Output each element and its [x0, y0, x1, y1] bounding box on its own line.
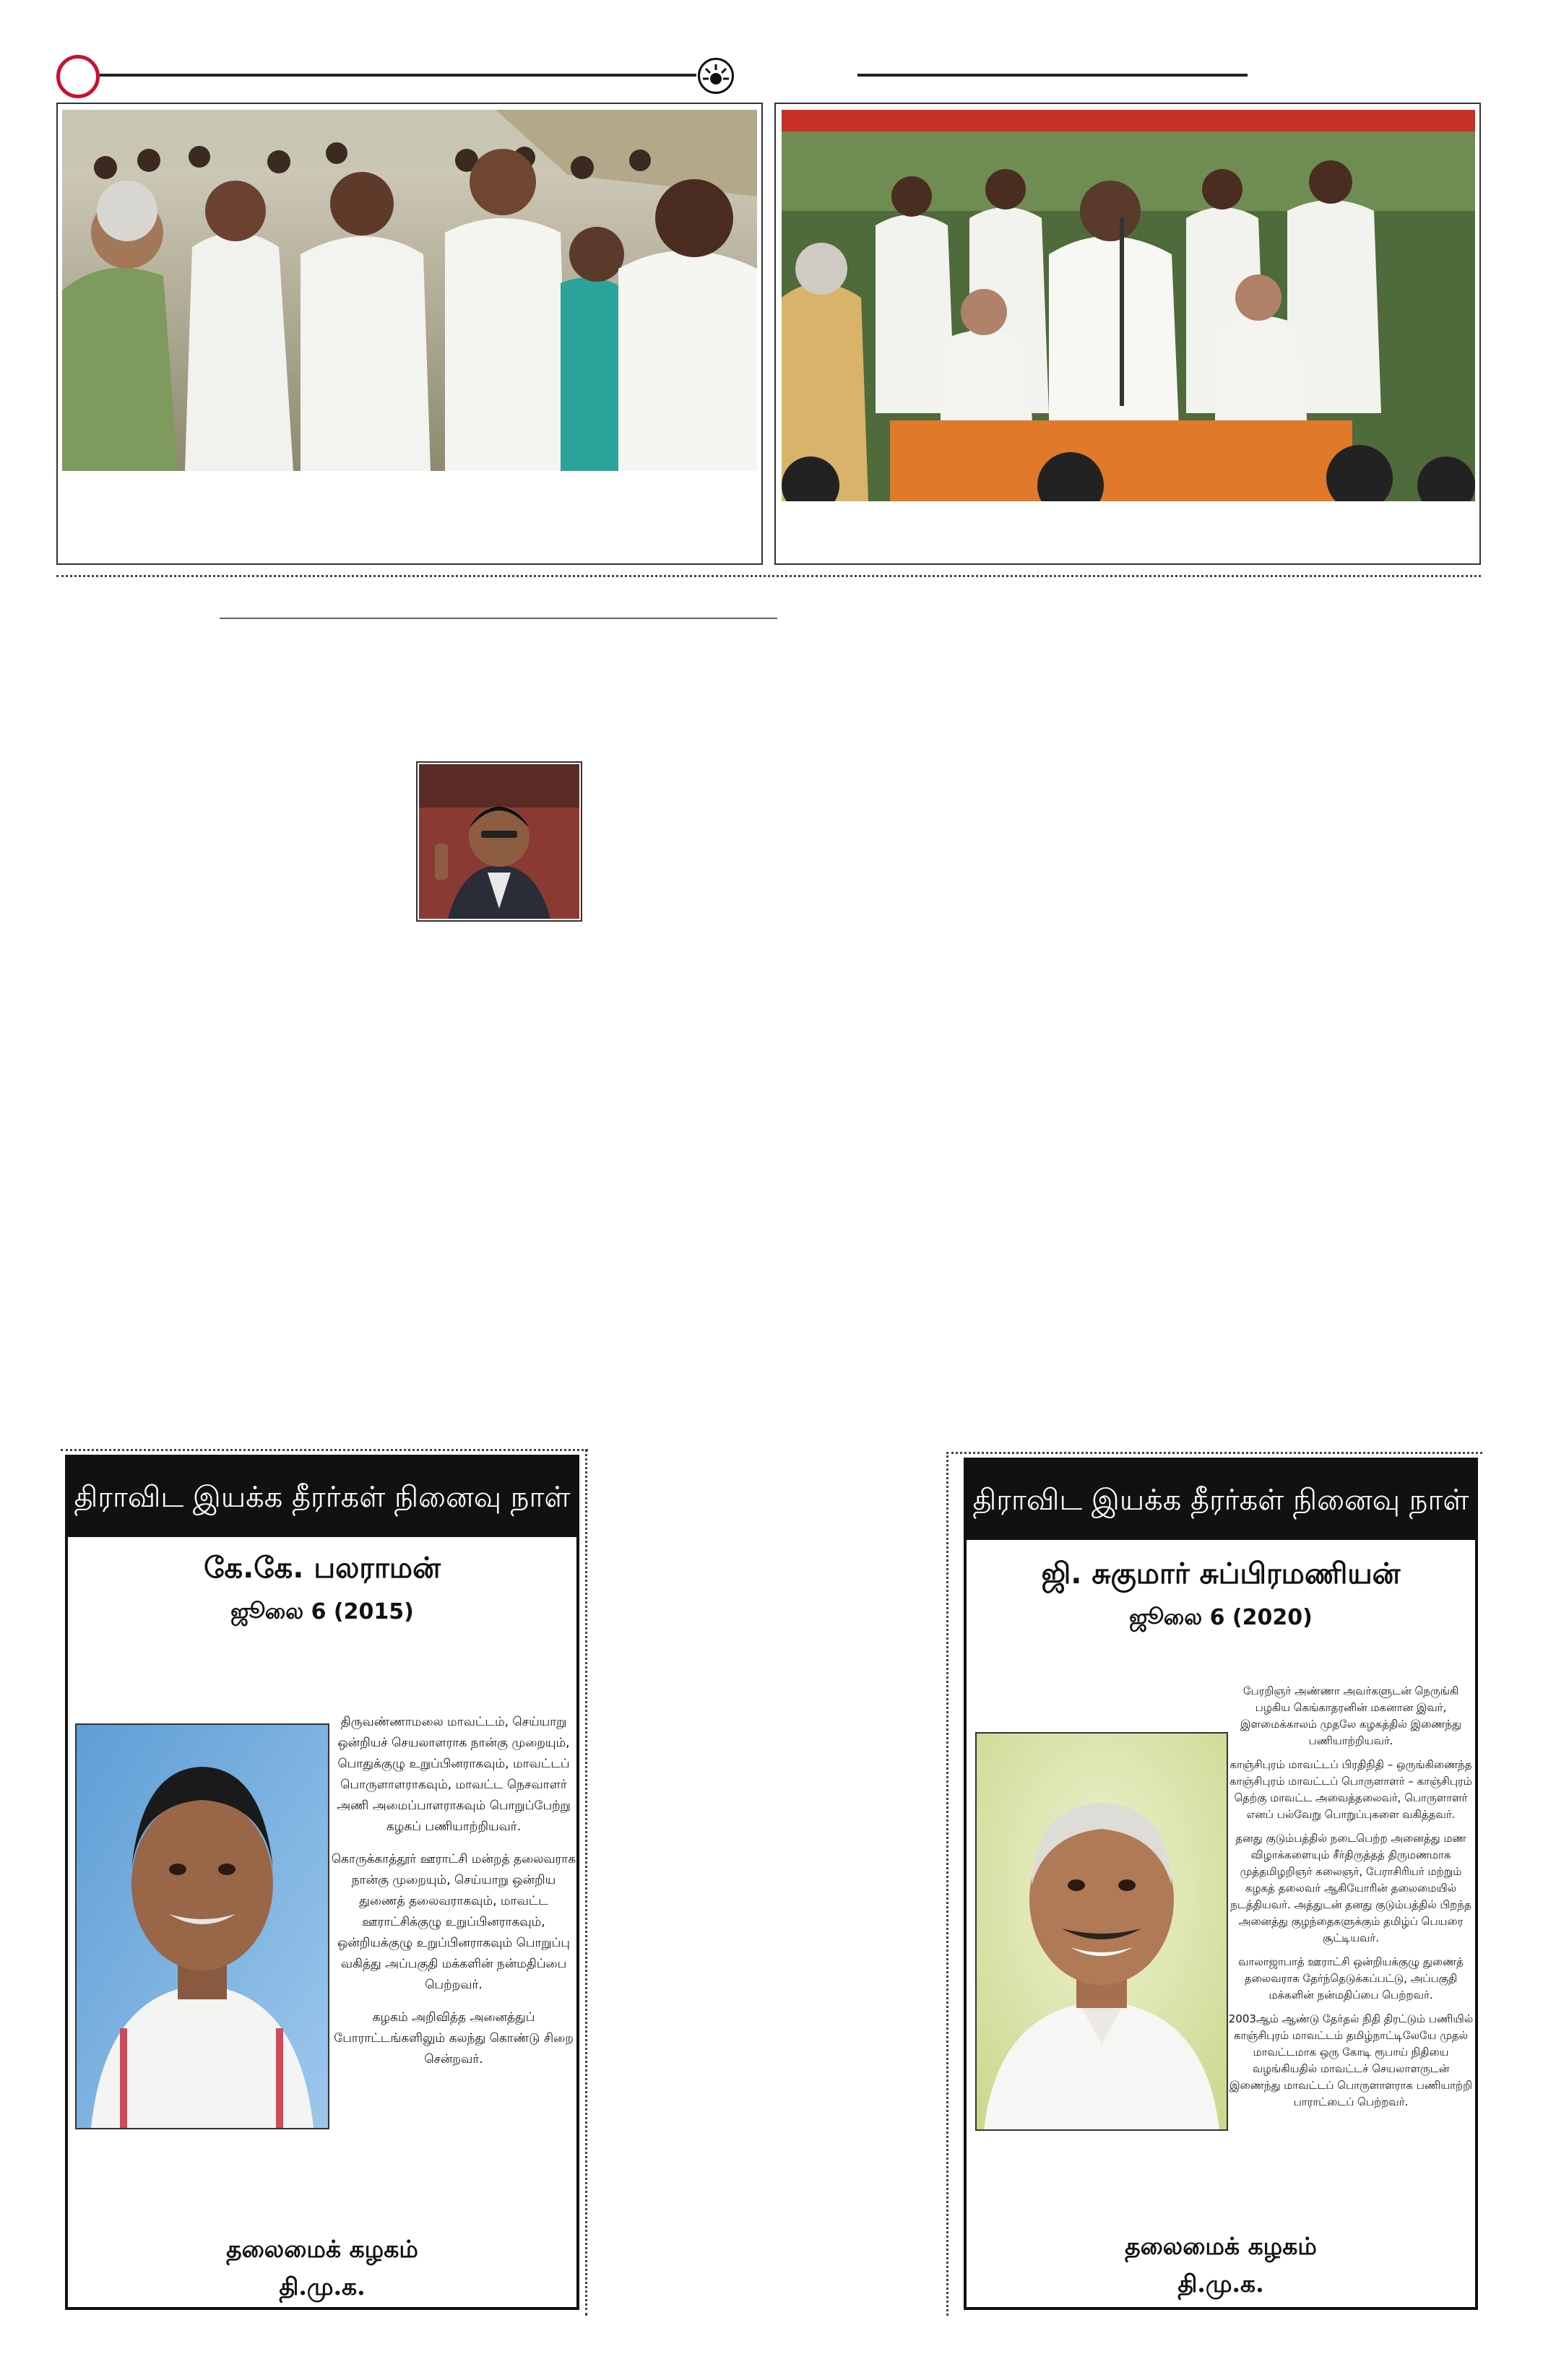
bio-paragraph: திருவண்ணாமலை மாவட்டம், செய்யாறு ஒன்றியச் செயலாளராக நான்கு முறையும், பொதுக்குழு உறுப்பினராகவும், மாவட்டப் பொருளாளராகவும், மாவட்ட நெசவாளர் அணி அமைப்பாளராகவும் பொறுப்பேற்று கழகப் பணியாற்றியவர். [337, 1715, 571, 1834]
bio-paragraph: தனது குடும்பத்தில் நடைபெற்ற அனைத்து மண விழாக்களையும் சீர்திருத்தத் திருமணமாக முத்தமிழறிஞர் கலைஞர், பேராசிரியர் மற்றும் கழகத் தலைவர் ஆகியோரின் தலைமையில் நடத்தியவர். அத்துடன் தனது குடும்பத்தில் பிறந்த அனைத்து குழந்தைகளுக்கும் தமிழ்ப் பெயரை சூட்டியவர். [1230, 1832, 1471, 1944]
memorial-left-dotted-side [585, 1449, 587, 2316]
stage-speech-photo [782, 110, 1475, 501]
memorial-right-dotted-top [946, 1452, 1482, 1454]
memorial-date: ஜூலை 6 (2020) [1129, 1605, 1313, 1630]
bio-paragraph: 2003ஆம் ஆண்டு தேர்தல் நிதி திரட்டும் பணியில் காஞ்சிபுரம் மாவட்டம் தமிழ்நாட்டிலேயே முதல் மாவட்டமாக ஒரு கோடி ரூபாய் நிதியை வழங்கியதில் மாவட்டச் செயலாளருடன் இணைந்து மாவட்டப் பொருளாளராக பணியாற்றி பாராட்டைப் பெற்றவர். [1228, 2012, 1474, 2108]
article-rule [220, 618, 777, 619]
bio-paragraph: கழகம் அறிவித்த அனைத்துப் போராட்டங்களிலும் கலந்து கொண்டு சிறை சென்றவர். [334, 2010, 574, 2067]
memorial-portrait-left [75, 1723, 329, 2129]
memorial-banner: திராவிட இயக்க தீரர்கள் நினைவு நாள் [967, 1461, 1475, 1540]
page-number-circle [56, 55, 100, 98]
footer-party: தி.மு.க. [1177, 2269, 1264, 2298]
bio-paragraph: பேரறிஞர் அண்ணா அவர்களுடன் நெருங்கி பழகிய கெங்காதரனின் மகனான இவர், இளமைக்காலம் முதலே கழகத்தில் இணைந்து பணியாற்றியவர். [1240, 1684, 1462, 1747]
memorial-date: ஜூலை 6 (2015) [230, 1599, 414, 1624]
footer-party: தி.மு.க. [279, 2272, 366, 2301]
memorial-name: கே.கே. பலராமன் [204, 1552, 441, 1585]
memorial-portrait-right [975, 1732, 1228, 2131]
memorial-bio-left [331, 1712, 576, 2082]
bio-paragraph: வாலாஜாபாத் ஊராட்சி ஒன்றியக்குழு துணைத் தலைவராக தேர்ந்தெடுக்கப்பட்டு, அப்பகுதி மக்களின் நன்மதிப்பை பெற்றவர். [1238, 1955, 1464, 2002]
memorial-footer-right [967, 2228, 1475, 2303]
memorial-banner: திராவிட இயக்க தீரர்கள் நினைவு நாள் [68, 1458, 576, 1537]
memorial-footer-left [68, 2230, 576, 2306]
header-rule-left [100, 74, 696, 77]
footer-org: தலைமைக் கழகம் [1125, 2232, 1317, 2260]
memorial-name: ஜி. சுகுமார் சுப்பிரமணியன் [1041, 1557, 1401, 1591]
bio-paragraph: கொருக்காத்தூர் ஊராட்சி மன்றத் தலைவராக நான்கு முறையும், செய்யாறு ஒன்றிய துணைத் தலைவராகவும், மாவட்ட ஊராட்சிக்குழு உறுப்பினராகவும், ஒன்றியக்குழு உறுப்பினராகவும் பொறுப்பு வகித்து அப்பகுதி மக்களின் நன்மதிப்பை பெற்றவர். [331, 1852, 576, 1992]
memorial-right-dotted-side [946, 1452, 948, 2316]
section-divider [56, 575, 1481, 577]
rising-sun-icon [698, 58, 734, 94]
bio-paragraph: காஞ்சிபுரம் மாவட்டப் பிரதிநிதி – ஒருங்கிணைந்த காஞ்சிபுரம் மாவட்டப் பொருளாளர் – காஞ்சிபுரம் தெற்கு மாவட்ட அவைத்தலைவர், பொருளாளர் எனப் பல்வேறு பொறுப்புகளை வகித்தவர். [1229, 1758, 1472, 1821]
memorial-bio-right [1228, 1683, 1474, 2118]
header-rule-right [857, 74, 1248, 77]
footer-org: தலைமைக் கழகம் [226, 2235, 418, 2263]
memorial-left-dotted-top [61, 1449, 588, 1451]
crowd-meeting-photo [62, 110, 757, 471]
speaker-portrait [419, 764, 579, 919]
